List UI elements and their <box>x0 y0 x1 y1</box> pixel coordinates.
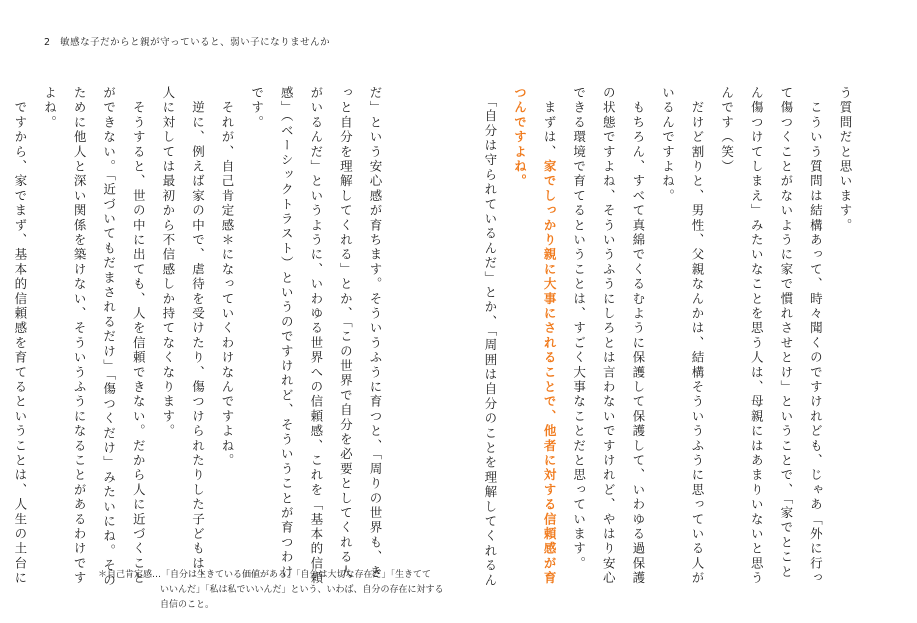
text-line: て傷つくことがないように家で慣れさせとけ」ということで、「家でとこと <box>778 86 794 580</box>
text-line: の状態ですよね、そういうふうにしろとは言わないですけれど、やはり安心 <box>601 86 617 586</box>
page-number: 2 <box>44 37 51 48</box>
text-line: いるんですよね。 <box>660 86 676 204</box>
text-line-with-highlight <box>534 86 564 586</box>
text-segment: まずは、 <box>542 86 558 160</box>
text-line: それが、自己肯定感＊になっていくわけなんですよね。 <box>220 86 236 469</box>
text-line: です。 <box>249 86 265 131</box>
footnote <box>98 568 444 613</box>
text-line: う質問だと思います。 <box>838 86 853 233</box>
highlighted-text: 家でしっかり親に大事にされることで、他者に対する信頼感が育 <box>542 159 558 586</box>
text-line: 逆に、例えば家の中で、虐待を受けたり、傷つけられたりした子どもは、 <box>190 86 206 586</box>
text-line: がいるんだ」というように、いわゆる世界への信頼感、これを「基本的信頼 <box>308 86 324 586</box>
text-line: ですから、家でまず、基本的信頼感を育てるということは、人生の土台に <box>12 86 28 586</box>
text-line: そうすると、世の中に出ても、人を信頼できない。だから人に近づくこと <box>131 86 147 586</box>
right-page-text <box>482 86 860 588</box>
text-line: ができない。「近づいてもだまされるだけ」「傷つくだけ」みたいにね。その <box>101 86 117 588</box>
text-line: だけど割りと、男性、父親なんかは、結構そういうふうに思っている人が <box>690 86 706 586</box>
text-line: 感」（ベーシックトラスト）というのですけれど、そういうことが育つわけ <box>279 86 295 580</box>
text-line: 「自分は守られているんだ」とか、「周囲は自分のことを理解してくれるん <box>482 86 498 588</box>
footnote-line: いいんだ」「私は私でいいんだ」という、いわば、自分の存在に対する <box>160 585 444 595</box>
footnote-line: ＊自己肯定感…「自分は生きている価値がある」「自分は大切な存在だ」「生きてて <box>98 570 432 580</box>
highlighted-text: つんですよね。 <box>512 86 528 189</box>
text-line: できる環境で育てるということは、すごく大事なことだと思っています。 <box>571 86 587 572</box>
text-line: んです（笑） <box>719 86 735 175</box>
chapter-title: 敏感な子だからと親が守っていると、弱い子になりませんか <box>60 37 331 48</box>
text-line: もちろん、すべて真綿でくるむように保護して保護して、いわゆる過保護 <box>630 86 646 586</box>
running-header <box>44 34 330 48</box>
text-line: だ」という安心感が育ちます。そういうふうに育つと、「周りの世界も、き <box>368 86 383 580</box>
text-line: こういう質問は結構あって、時々聞くのですけれども、じゃあ「外に行っ <box>808 86 824 586</box>
footnote-line: 自信のこと。 <box>160 600 215 610</box>
text-line: 人に対しては最初から不信感しか持てなくなります。 <box>160 86 176 439</box>
text-line: よね。 <box>42 86 58 131</box>
text-line: ん傷つけてしまえ」みたいなことを思う人は、母親にはあまりいないと思う <box>749 86 765 586</box>
text-line: っと自分を理解してくれる」とか、「この世界で自分を必要としてくれる人 <box>338 86 354 580</box>
text-line: ために他人と深い関係を築けない、そういうふうになることがあるわけです <box>72 86 88 586</box>
